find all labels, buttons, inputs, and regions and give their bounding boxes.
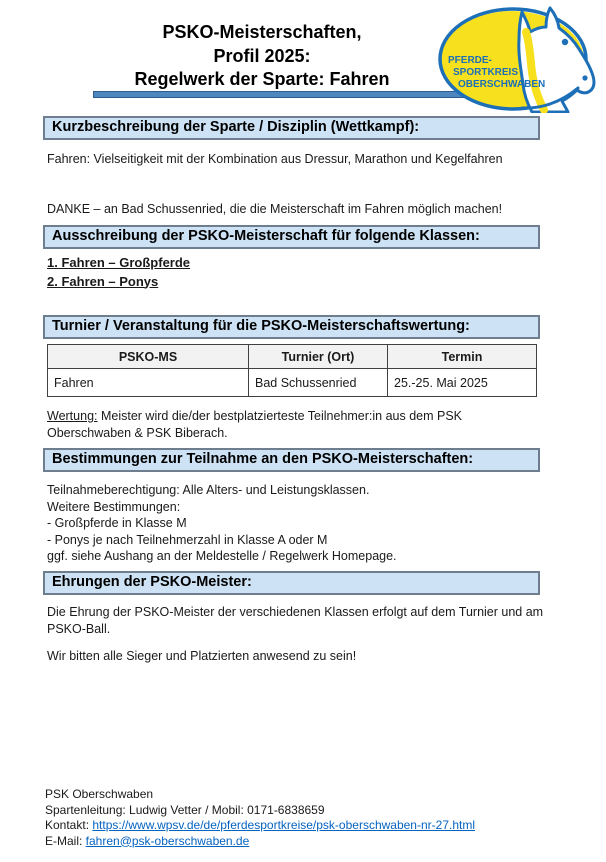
table-header-row (48, 345, 537, 369)
kontakt-label: Kontakt: (45, 818, 93, 832)
bestimmungen-line-2: Weitere Bestimmungen: (47, 499, 181, 514)
wertung-label: Wertung: (47, 409, 98, 423)
footer-organisation: PSK Oberschwaben (45, 787, 154, 801)
logo-text-line-3: OBERSCHWABEN (458, 79, 546, 90)
paragraph-wertung (47, 408, 529, 442)
bestimmungen-lines (47, 482, 397, 565)
klassen-list (47, 254, 190, 291)
logo-text-line-2: SPORTKREIS (453, 67, 519, 78)
bestimmungen-line-1: Teilnahmeberechtigung: Alle Alters- und Leistungsklassen. (47, 483, 370, 497)
paragraph-danke: DANKE – an Bad Schussenried, die die Meisterschaft im Fahren möglich machen! (47, 202, 503, 216)
klassen-item-ponys: 2. Fahren – Ponys (47, 273, 159, 289)
footer-spartenleitung: Spartenleitung: Ludwig Vetter / Mobil: 0171-6838659 (45, 802, 325, 817)
bestimmungen-line-5: ggf. siehe Aushang an der Meldestelle / Regelwerk Homepage. (47, 549, 397, 564)
psko-horse-logo-icon (436, 5, 602, 113)
email-link[interactable]: fahren@psk-oberschwaben.de (85, 833, 250, 848)
horse-eye (562, 39, 568, 45)
section-heading-turnier: Turnier / Veranstaltung für die PSKO-Meisterschaftswertung: (43, 315, 540, 339)
paragraph-ehrung: Die Ehrung der PSKO-Meister der verschiedenen Klassen erfolgt auf dem Turnier und am PSKO-Ball. (47, 605, 544, 636)
bestimmungen-line-3: - Großpferde in Klasse M (47, 516, 187, 531)
footer-kontakt-line (45, 818, 475, 834)
title-line-2: Profil 2025: (213, 45, 311, 66)
wertung-text: Meister wird die/der bestplatzierteste Teilnehmer:in aus dem PSK Oberschwaben & PSK Biberach. (47, 409, 463, 440)
bestimmungen-line-4: - Ponys je nach Teilnehmerzahl in Klasse A oder M (47, 532, 328, 547)
klassen-item-grosspferde: 1. Fahren – Großpferde (47, 255, 191, 270)
table-cell-psko-ms: Fahren (48, 369, 249, 397)
section-heading-ehrungen: Ehrungen der PSKO-Meister: (43, 571, 540, 595)
section-heading-bestimmungen: Bestimmungen zur Teilnahme an den PSKO-Meisterschaften: (43, 448, 540, 472)
table-cell-termin: 25.-25. Mai 2025 (388, 369, 537, 397)
paragraph-sieger: Wir bitten alle Sieger und Platzierten anwesend zu sein! (47, 649, 357, 663)
table-header-psko-ms: PSKO-MS (48, 345, 249, 369)
horse-nostril (582, 75, 587, 80)
title-underline-bar (93, 91, 470, 98)
kontakt-url-link[interactable]: https://www.wpsv.de/de/pferdesportkreise/psk-oberschwaben-nr-27.html (92, 818, 475, 832)
turnier-table (47, 344, 537, 397)
table-header-turnier-ort: Turnier (Ort) (249, 345, 388, 369)
title-line-3: Regelwerk der Sparte: Fahren (134, 69, 390, 89)
email-label: E-Mail: (45, 833, 86, 848)
footer-contact-block (45, 787, 475, 849)
table-row (48, 369, 537, 397)
table-cell-turnier-ort: Bad Schussenried (249, 369, 388, 397)
section-heading-kurzbeschreibung: Kurzbeschreibung der Sparte / Disziplin (Wettkampf): (43, 116, 540, 140)
footer-email-line (45, 834, 475, 850)
logo-text-line-1: PFERDE- (448, 55, 492, 66)
section-heading-ausschreibung: Ausschreibung der PSKO-Meisterschaft für folgende Klassen: (43, 225, 540, 249)
title-line-1: PSKO-Meisterschaften, (162, 22, 362, 42)
paragraph-sparte-beschreibung: Fahren: Vielseitigkeit mit der Kombination aus Dressur, Marathon und Kegelfahren (47, 152, 503, 166)
table-header-termin: Termin (388, 345, 537, 369)
